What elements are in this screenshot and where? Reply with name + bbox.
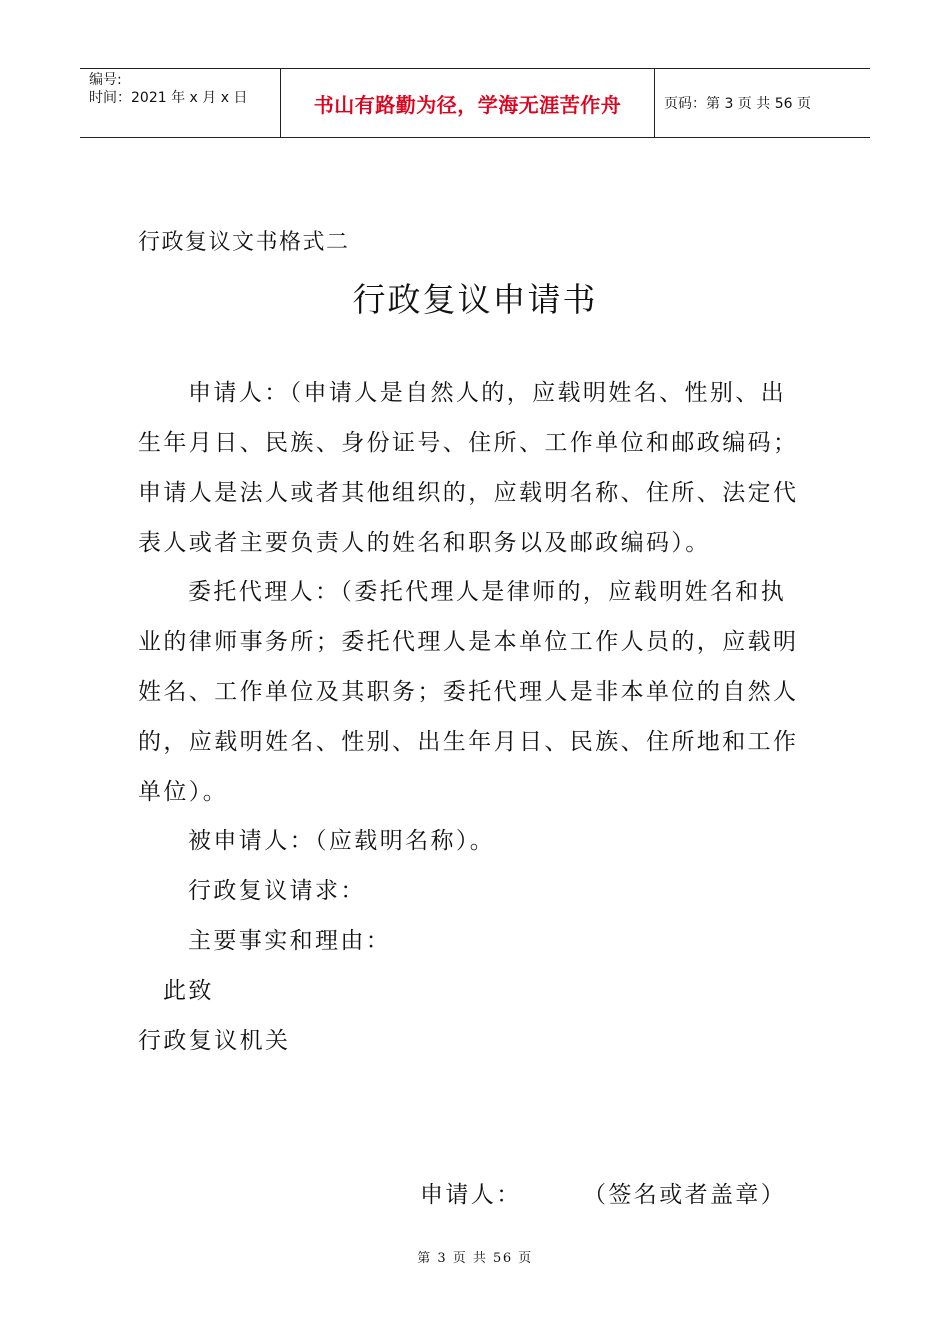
- para-agent-line-5: 单位）。: [138, 779, 229, 805]
- para-applicant-line-4: 表人或者主要负责人的姓名和职务以及邮政编码）。: [138, 530, 711, 556]
- para-agent-line-3: 姓名、工作单位及其职务；委托代理人是非本单位的自然人: [138, 679, 799, 705]
- para-agent-line-1: 委托代理人：（委托代理人是律师的，应载明姓名和执: [188, 579, 787, 605]
- recipient: 行政复议机关: [138, 1028, 291, 1054]
- time-label: 时间：2021 年 x 月 x 日: [89, 90, 248, 106]
- para-agent-line-4: 的，应载明姓名、性别、出生年月日、民族、住所地和工作: [138, 729, 799, 755]
- signature-note: （签名或者盖章）: [583, 1182, 787, 1208]
- format-label: 行政复议文书格式二: [138, 230, 350, 255]
- header-motto: 书山有路勤为径，学海无涯苦作舟: [313, 92, 622, 117]
- para-agent-line-2: 业的律师事务所；委托代理人是本单位工作人员的，应载明: [138, 629, 799, 655]
- respondent-line: 被申请人：（应载明名称）。: [188, 828, 496, 854]
- header-page-info: 页码：第 3 页 共 56 页: [664, 96, 811, 112]
- header-motto-cell: [281, 69, 655, 137]
- signature-label: 申请人：: [420, 1182, 522, 1208]
- page-footer: 第 3 页 共 56 页: [417, 1251, 533, 1266]
- page-header: [80, 68, 870, 138]
- number-label: 编号:: [89, 72, 122, 88]
- document-title: 行政复议申请书: [352, 280, 598, 319]
- salutation: 此致: [163, 978, 214, 1004]
- header-meta: [80, 69, 281, 137]
- facts-line: 主要事实和理由：: [188, 928, 392, 954]
- para-applicant-line-3: 申请人是法人或者其他组织的，应载明名称、住所、法定代: [138, 480, 799, 506]
- para-applicant-line-1: 申请人：（申请人是自然人的，应载明姓名、性别、出: [188, 380, 787, 406]
- request-line: 行政复议请求：: [188, 878, 366, 904]
- para-applicant-line-2: 生年月日、民族、身份证号、住所、工作单位和邮政编码；: [138, 430, 799, 456]
